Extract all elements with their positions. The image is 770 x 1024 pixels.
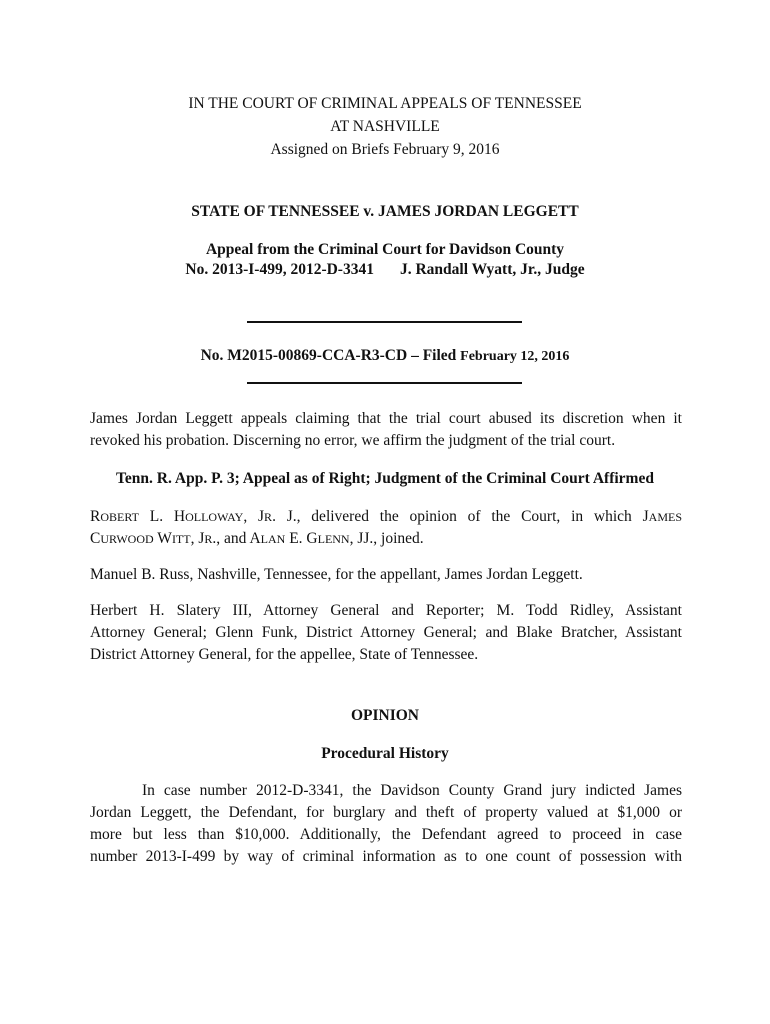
court-name: IN THE COURT OF CRIMINAL APPEALS OF TENNESSEE [188,95,582,112]
counsel-line: District Attorney General, for the appellee, State of Tennessee. [90,646,479,663]
authoring-line: ROBERT L. HOLLOWAY, JR. J., delivered the opinion of the Court, in which JAMES [90,508,682,525]
summary-line: James Jordan Leggett appeals claiming that the trial court abused its discretion when it [90,410,682,427]
trial-case-line [0,260,770,280]
appellant-counsel: Manuel B. Russ, Nashville, Tennessee, for the appellant, James Jordan Leggett. [90,566,583,583]
opinion-heading: OPINION [350,707,420,724]
filed-date: February 12, 2016 [460,349,570,364]
docket-number: No. M2015-00869-CCA-R3-CD – Filed [200,347,457,364]
trial-case-numbers: No. 2013-I-499, 2012-D-3341 [185,261,374,278]
case-summary [90,408,682,452]
opinion-body [90,780,682,868]
body-line: more but less than $10,000. Additionally, the Defendant agreed to proceed in case [90,826,682,843]
counsel-line: Herbert H. Slatery III, Attorney General and Reporter; M. Todd Ridley, Assistant [90,602,682,619]
bottom-rule [247,382,522,384]
authoring-judges [90,506,682,550]
docket-line [0,346,770,367]
headnote: Tenn. R. App. P. 3; Appeal as of Right; Judgment of the Criminal Court Affirmed [116,470,654,487]
assigned-date: Assigned on Briefs February 9, 2016 [270,141,500,158]
appeal-from: Appeal from the Criminal Court for Davidson County [205,241,565,258]
counsel-line: Attorney General; Glenn Funk, District Attorney General; and Blake Bratcher, Assistant [90,624,682,641]
section-heading: Procedural History [321,745,449,762]
trial-judge: J. Randall Wyatt, Jr., Judge [399,261,585,278]
summary-line: revoked his probation. Discerning no error, we affirm the judgment of the trial court. [90,432,616,449]
body-line: In case number 2012-D-3341, the Davidson County Grand jury indicted James [142,782,682,799]
top-rule [247,321,522,323]
body-line: Jordan Leggett, the Defendant, for burglary and theft of property valued at $1,000 or [90,804,682,821]
court-location: AT NASHVILLE [330,118,440,135]
appellee-counsel [90,600,682,666]
body-line: number 2013-I-499 by way of criminal information as to one count of possession with [90,848,682,865]
authoring-line: CURWOOD WITT, JR., and ALAN E. GLENN, JJ., joined. [90,530,424,547]
case-title: STATE OF TENNESSEE v. JAMES JORDAN LEGGETT [191,203,579,220]
